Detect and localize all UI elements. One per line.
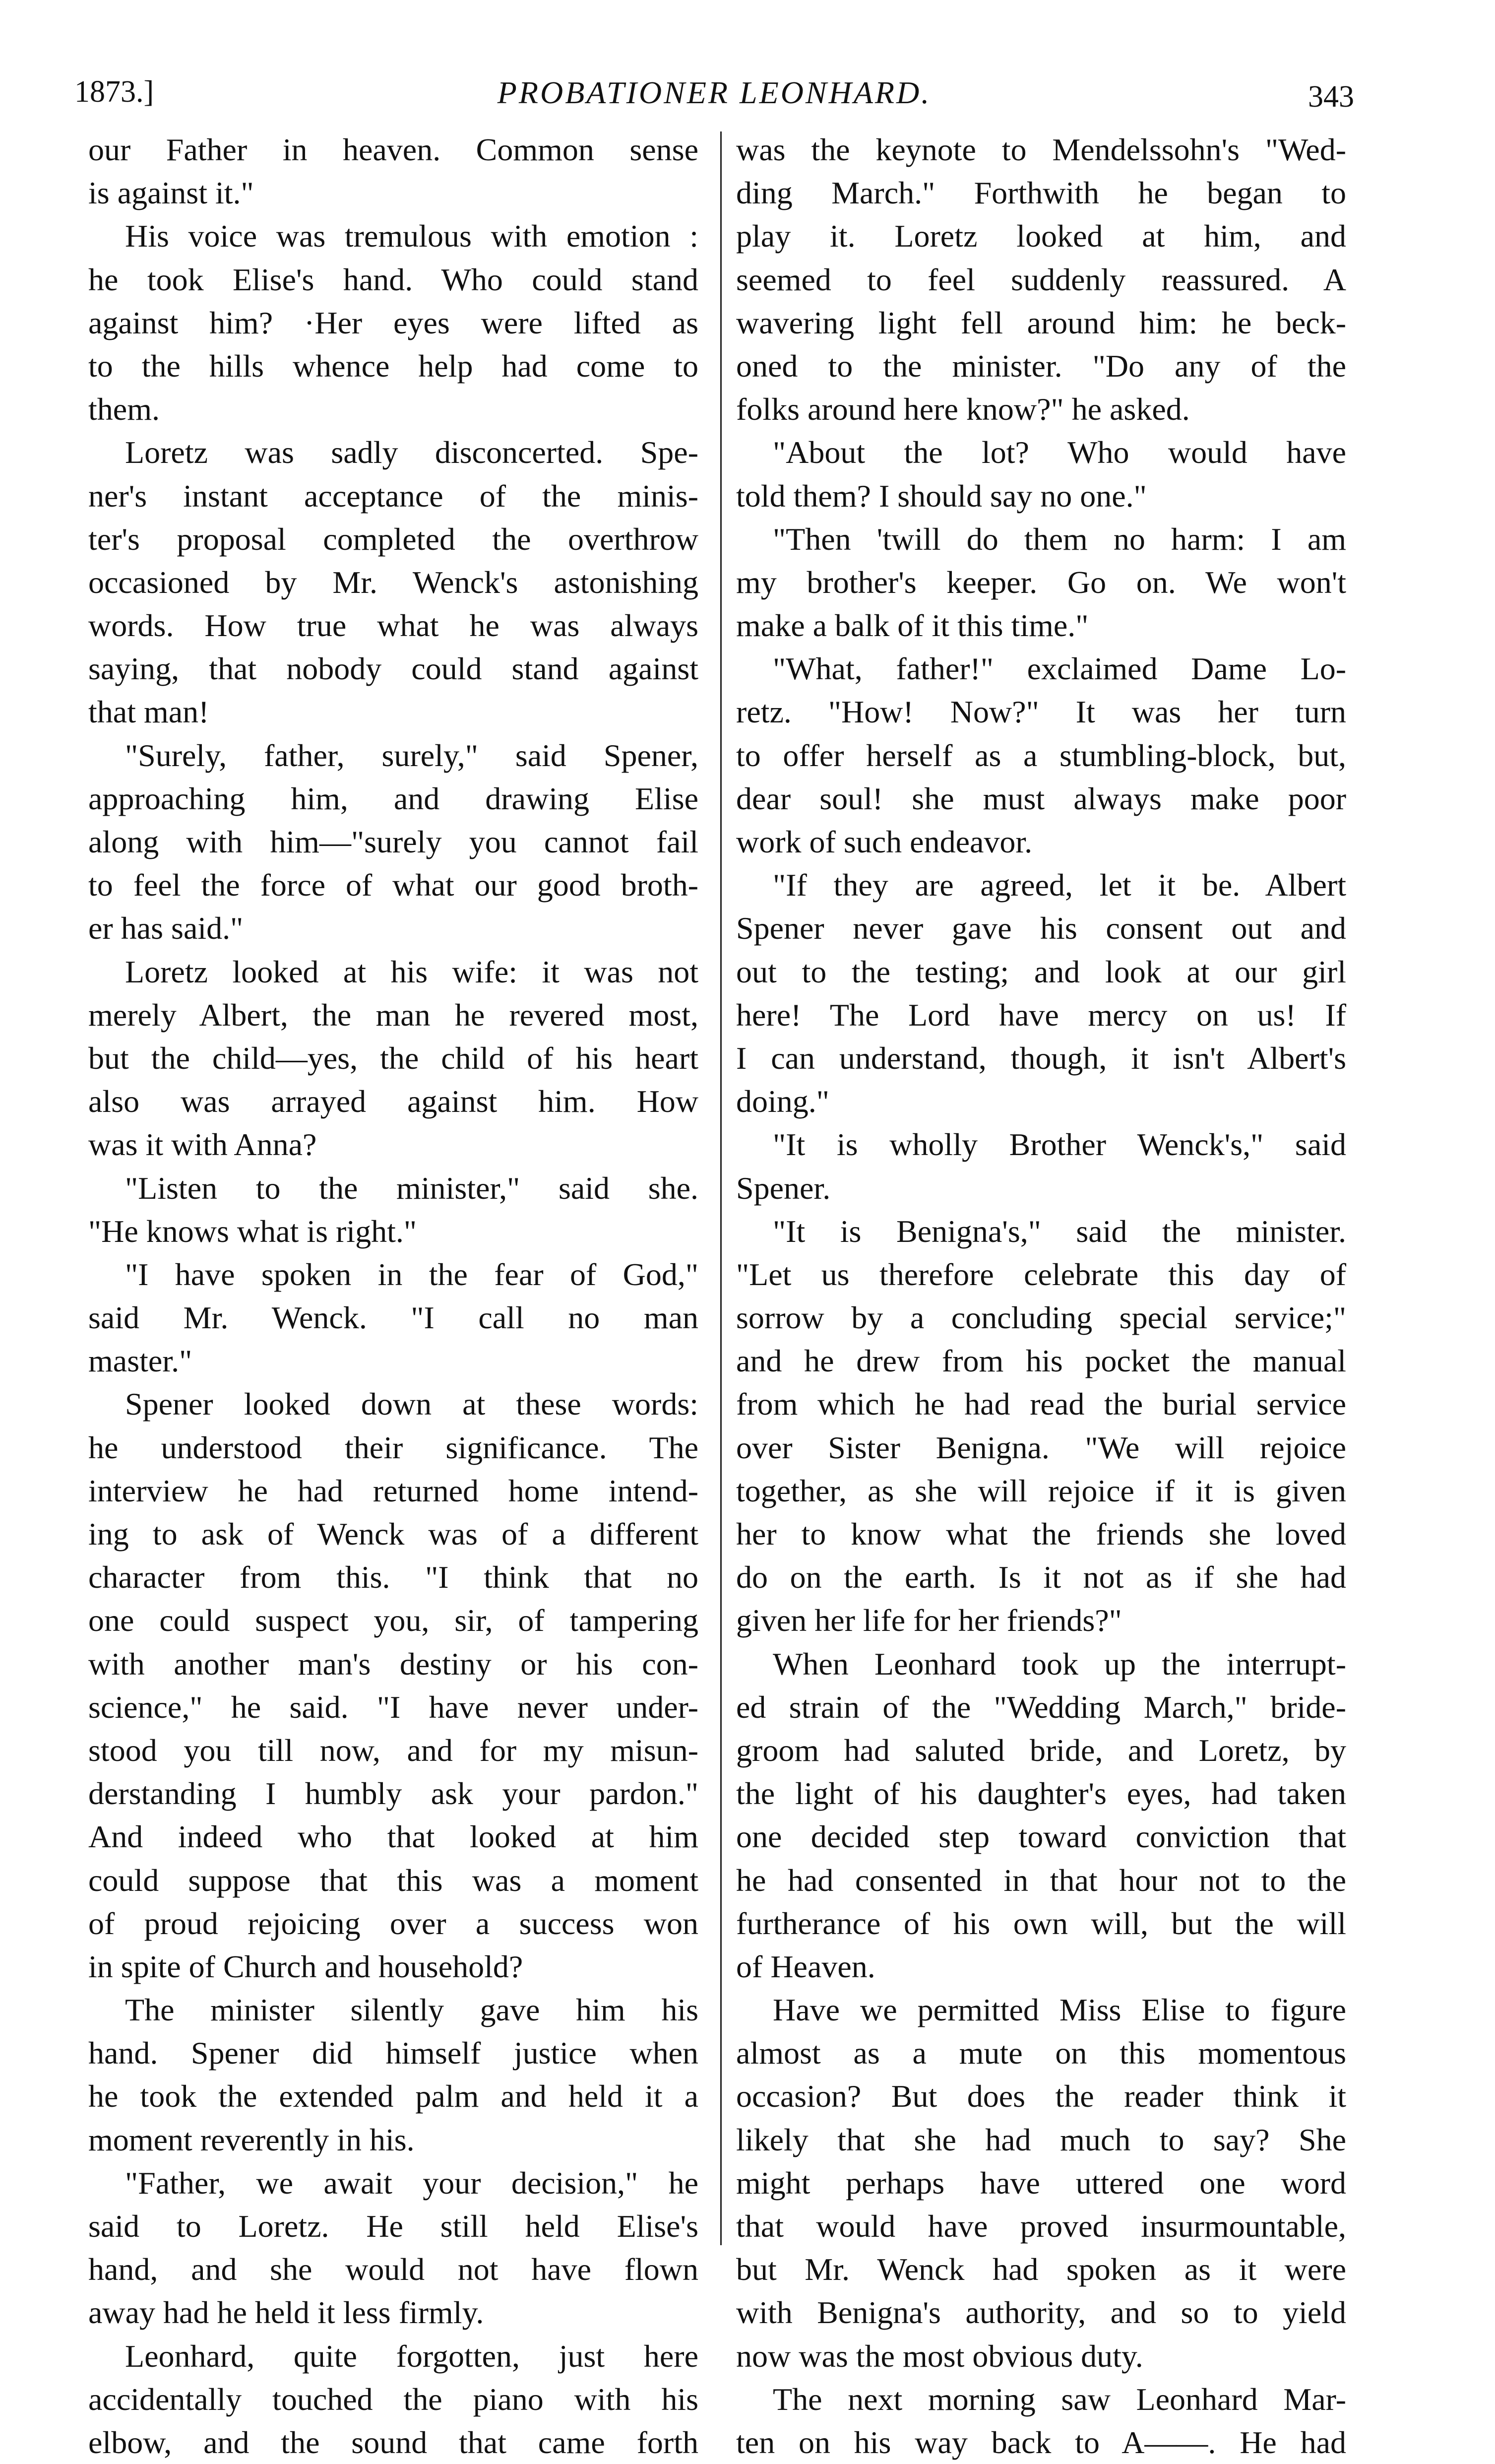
text-line: ter's proposal completed the overthrow [88,521,698,557]
text-line: hand. Spener did himself justice when [88,2035,698,2071]
text-line: "About the lot? Who would have [773,435,1346,470]
text-line: "If they are agreed, let it be. Albert [773,867,1346,903]
text-line: Loretz was sadly disconcerted. Spe- [125,435,698,470]
text-line: but the child—yes, the child of his heart [88,1040,698,1076]
text-line: furtherance of his own will, but the will [736,1905,1346,1941]
text-line: along with him—"surely you cannot fail [88,824,698,859]
text-line: to the hills whence help had come to [88,348,698,384]
text-line: out to the testing; and look at our girl [736,954,1346,989]
left-column [88,128,698,2464]
text-line: and he drew from his pocket the manual [736,1343,1346,1379]
text-line: told them? I should say no one." [736,478,1147,514]
text-line: he had consented in that hour not to the [736,1862,1346,1898]
text-line: And indeed who that looked at him [88,1819,698,1855]
text-line: he understood their significance. The [88,1429,698,1465]
text-line: with Benigna's authority, and so to yield [736,2295,1346,2331]
text-line: that man! [88,694,209,730]
text-line: Loretz looked at his wife: it was not [125,954,698,989]
text-line: said to Loretz. He still held Elise's [88,2208,698,2244]
text-line: with another man's destiny or his con- [88,1646,698,1682]
text-line: one could suspect you, sir, of tampering [88,1603,698,1638]
text-line: of Heaven. [736,1948,875,1984]
text-line: character from this. "I think that no [88,1559,698,1595]
text-line: given her life for her friends?" [736,1603,1122,1638]
header-year: 1873.] [74,75,154,109]
text-line: "What, father!" exclaimed Dame Lo- [773,651,1346,687]
text-line: "Listen to the minister," said she. [125,1170,698,1206]
text-line: work of such endeavor. [736,824,1033,859]
text-line: Spener. [736,1170,831,1206]
page-number: 343 [1308,80,1354,114]
text-line: that would have proved insurmountable, [736,2208,1346,2244]
text-line: one decided step toward conviction that [736,1819,1346,1855]
text-line: occasion? But does the reader think it [736,2078,1346,2114]
text-line: "I have spoken in the fear of God," [125,1256,698,1292]
text-line: retz. "How! Now?" It was her turn [736,694,1346,730]
text-line: When Leonhard took up the interrupt- [773,1646,1346,1682]
text-line: words. How true what he was always [88,608,698,644]
text-line: is against it." [88,175,254,211]
text-line: was it with Anna? [88,1127,317,1163]
text-line: "He knows what is right." [88,1213,417,1249]
text-line: "Surely, father, surely," said Spener, [125,737,698,773]
text-line: might perhaps have uttered one word [736,2165,1346,2201]
text-line: likely that she had much to say? She [736,2122,1346,2157]
text-line: groom had saluted bride, and Loretz, by [736,1732,1346,1768]
text-line: play it. Loretz looked at him, and [736,218,1346,254]
text-line: could suppose that this was a moment [88,1862,698,1898]
text-line: saying, that nobody could stand against [88,651,698,687]
text-line: approaching him, and drawing Elise [88,780,698,816]
text-line: The next morning saw Leonhard Mar- [773,2381,1346,2417]
header-title: PROBATIONER LEONHARD. [497,75,932,110]
text-line: science," he said. "I have never under- [88,1689,698,1725]
text-line: but Mr. Wenck had spoken as it were [736,2252,1346,2287]
text-line: Have we permitted Miss Elise to figure [773,1992,1346,2028]
text-line: ed strain of the "Wedding March," bride- [736,1689,1346,1725]
text-line: from which he had read the burial service [736,1386,1346,1422]
text-line: in spite of Church and household? [88,1948,523,1984]
text-line: His voice was tremulous with emotion : [125,218,698,254]
text-line: occasioned by Mr. Wenck's astonishing [88,564,698,600]
text-line: almost as a mute on this momentous [736,2035,1346,2071]
text-line: against him? ·Her eyes were lifted as [88,305,698,340]
text-line: "It is wholly Brother Wenck's," said [773,1127,1346,1163]
text-line: here! The Lord have mercy on us! If [736,997,1346,1033]
text-line: her to know what the friends she loved [736,1516,1346,1552]
text-line: do on the earth. Is it not as if she had [736,1559,1346,1595]
text-line: ding March." Forthwith he began to [736,175,1346,211]
text-line: ing to ask of Wenck was of a different [88,1516,698,1552]
text-line: oned to the minister. "Do any of the [736,348,1346,384]
text-line: I can understand, though, it isn't Albert's [736,1040,1346,1076]
text-line: "Let us therefore celebrate this day of [736,1256,1346,1292]
text-line: moment reverently in his. [88,2122,415,2157]
text-line: seemed to feel suddenly reassured. A [736,261,1346,297]
text-line: "It is Benigna's," said the minister. [773,1213,1346,1249]
text-line: ner's instant acceptance of the minis- [88,478,698,514]
text-line: "Father, we await your decision," he [125,2165,698,2201]
text-line: them. [88,391,160,427]
text-line: The minister silently gave him his [125,1992,698,2028]
text-line: Spener looked down at these words: [125,1386,698,1422]
text-line: derstanding I humbly ask your pardon." [88,1776,698,1812]
text-line: my brother's keeper. Go on. We won't [736,564,1346,600]
text-line: to feel the force of what our good broth- [88,867,698,903]
text-line: hand, and she would not have flown [88,2252,698,2287]
text-line: dear soul! she must always make poor [736,780,1346,816]
text-line: ten on his way back to A——. He had [736,2424,1346,2460]
right-column [736,128,1346,2464]
running-header [74,65,1354,119]
text-line: doing." [736,1084,829,1119]
text-line: wavering light fell around him: he beck- [736,305,1346,340]
text-line: sorrow by a concluding special service;" [736,1300,1346,1336]
text-line: away had he held it less firmly. [88,2295,484,2331]
text-line: make a balk of it this time." [736,608,1089,644]
text-line: was the keynote to Mendelssohn's "Wed- [736,132,1346,167]
text-line: stood you till now, and for my misun- [88,1732,698,1768]
text-line: together, as she will rejoice if it is given [736,1473,1346,1508]
text-line: "Then 'twill do them no harm: I am [773,521,1346,557]
text-line: the light of his daughter's eyes, had taken [736,1776,1346,1812]
column-divider [720,131,722,2245]
text-line: over Sister Benigna. "We will rejoice [736,1429,1346,1465]
text-line: Leonhard, quite forgotten, just here [125,2338,698,2374]
text-line: master." [88,1343,192,1379]
text-line: of proud rejoicing over a success won [88,1905,698,1941]
text-line: now was the most obvious duty. [736,2338,1143,2374]
text-line: said Mr. Wenck. "I call no man [88,1300,698,1336]
text-line: interview he had returned home intend- [88,1473,698,1508]
text-line: to offer herself as a stumbling-block, but, [736,737,1346,773]
text-line: Spener never gave his consent out and [736,910,1346,946]
text-line: folks around here know?" he asked. [736,391,1190,427]
text-line: also was arrayed against him. How [88,1084,698,1119]
text-line: he took the extended palm and held it a [88,2078,698,2114]
text-line: our Father in heaven. Common sense [88,132,698,167]
text-line: merely Albert, the man he revered most, [88,997,698,1033]
text-line: he took Elise's hand. Who could stand [88,261,698,297]
text-line: accidentally touched the piano with his [88,2381,698,2417]
text-line: elbow, and the sound that came forth [88,2424,698,2460]
text-line: er has said." [88,910,244,946]
